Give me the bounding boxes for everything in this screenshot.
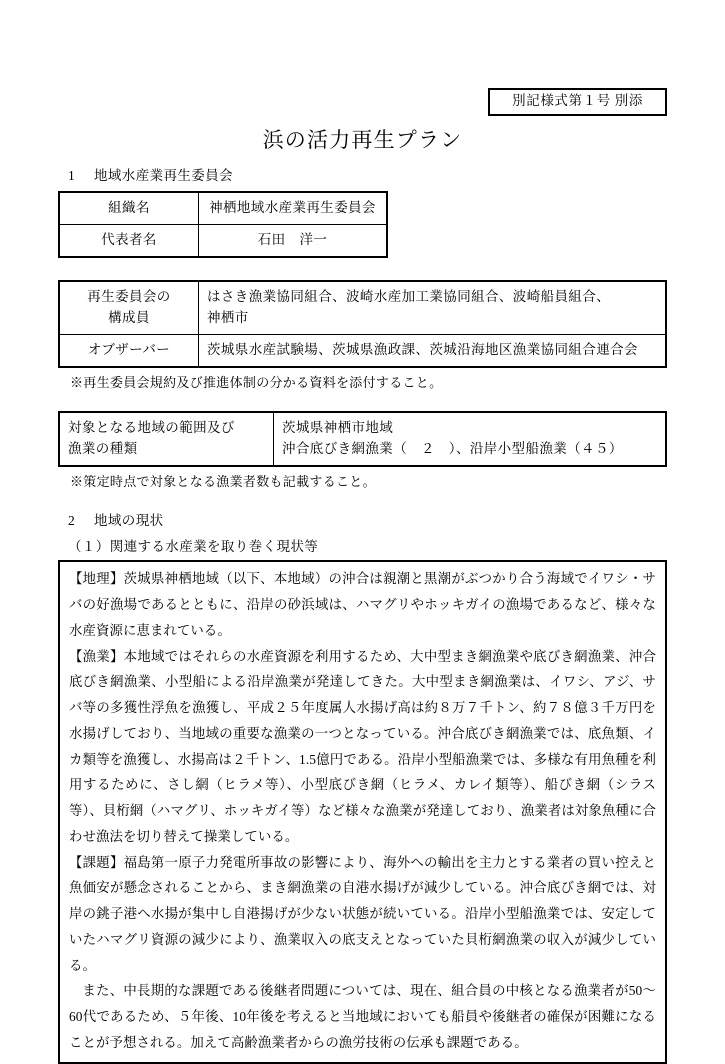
target-area-table xyxy=(58,411,667,467)
section-1-heading xyxy=(58,166,668,187)
current-status-box xyxy=(58,560,667,1064)
members-note: ※再生委員会規約及び推進体制の分かる資料を添付すること。 xyxy=(70,374,443,390)
form-number-container xyxy=(488,88,667,116)
representative-value: 石田 洋一 xyxy=(199,224,388,256)
paragraph-fishery: 【漁業】本地域ではそれらの水産資源を利用するため、大中型まき網漁業や底びき網漁業、沖合底びき網漁業、小型船による沿岸漁業が発達してきた。大中型まき網漁業は、イワシ、アジ、サバ等の多獲性浮魚を漁獲し、平成２５年度属人水揚げ高は約８万７千トン、約７８億３千万円を水揚げしており、当地域の重要な漁業の一つとなっている。沖合底びき網漁業では、底魚類、イカ類等を漁獲し、水揚高は２千トン、1.5億円である。沿岸小型船漁業では、多様な有用魚種を利用するために、さし網（ヒラメ等）、小型底びき網（ヒラメ、カレイ類等）、船びき網（シラス等）、貝桁網（ハマグリ、ホッキガイ等）など様々な漁業が発達しており、漁業者は対象魚種に合わせ漁法を切り替えて操業している。 xyxy=(69,648,656,844)
table-row xyxy=(59,224,387,256)
members-label-line-1: 再生委員会の xyxy=(87,288,171,304)
target-area-label xyxy=(59,412,274,466)
org-name-value: 神栖地域水産業再生委員会 xyxy=(199,192,388,224)
target-area-value-line-2: 沖合底びき網漁業（ ２ ）、沿岸小型船漁業（４５） xyxy=(282,441,623,457)
target-area-note: ※策定時点で対象となる漁業者数も記載すること。 xyxy=(70,474,376,490)
paragraph-issues: 【課題】福島第一原子力発電所事故の影響により、海外への輸出を主力とする業者の買い控えと魚価安が懸念されることから、まき網漁業の自港水揚げが減少している。沖合底びき網では、対岸の銚子港へ水揚が集中し自港揚げが少ない状態が続いている。沿岸小型船漁業では、安定していたハマグリ資源の減少により、漁業収入の底支えとなっていた貝桁網漁業の収入が減少している。 xyxy=(69,854,656,973)
section-2-subheading: （１）関連する水産業を取り巻く現状等 xyxy=(68,538,319,554)
members-value-line-1: はさき漁業協同組合、波崎水産加工業協同組合、波崎船員組合、 xyxy=(207,288,611,304)
section-1-title: 地域水産業再生委員会 xyxy=(94,168,233,183)
document-content xyxy=(58,166,668,1064)
form-number-box: 別記様式第１号 別添 xyxy=(488,88,667,116)
table-row xyxy=(59,192,387,224)
observer-label: オブザーバー xyxy=(59,334,199,366)
target-area-value-line-1: 茨城県神栖市地域 xyxy=(282,420,394,436)
committee-members-table xyxy=(58,280,667,368)
paragraph-successor: また、中長期的な課題である後継者問題については、現在、組合員の中核となる漁業者が50～60代であるため、５年後、10年後を考えると当地域においても船員や後継者の確保が困難になることが予想される。加えて高齢漁業者からの漁労技術の伝承も課題である。 xyxy=(69,983,656,1050)
section-2-heading xyxy=(58,511,668,532)
table-row xyxy=(59,334,666,366)
members-value xyxy=(199,281,667,334)
organization-table xyxy=(58,191,388,258)
paragraph-geography: 【地理】茨城県神栖地域（以下、本地域）の沖合は親潮と黒潮がぶつかり合う海域でイワシ・サバの好漁場であるとともに、沿岸の砂浜域は、ハマグリやホッキガイの漁場であるなど、様々な水産資源に恵まれている。 xyxy=(69,571,656,638)
representative-label: 代表者名 xyxy=(59,224,199,256)
members-label-line-2: 構成員 xyxy=(108,309,150,325)
section-1-number: 1 xyxy=(68,168,76,183)
org-name-label: 組織名 xyxy=(59,192,199,224)
section-2-title: 地域の現状 xyxy=(94,512,164,528)
members-value-line-2: 神栖市 xyxy=(207,309,249,325)
observer-value: 茨城県水産試験場、茨城県漁政課、茨城沿海地区漁業協同組合連合会 xyxy=(199,334,667,366)
page-title: 浜の活力再生プラン xyxy=(262,128,463,152)
target-area-value xyxy=(274,412,667,466)
target-area-label-line-1: 対象となる地域の範囲及び xyxy=(68,420,235,436)
table-row xyxy=(59,281,666,334)
target-area-label-line-2: 漁業の種類 xyxy=(68,441,138,457)
table-row xyxy=(59,412,666,466)
section-2-number: 2 xyxy=(68,512,76,528)
members-label xyxy=(59,281,199,334)
